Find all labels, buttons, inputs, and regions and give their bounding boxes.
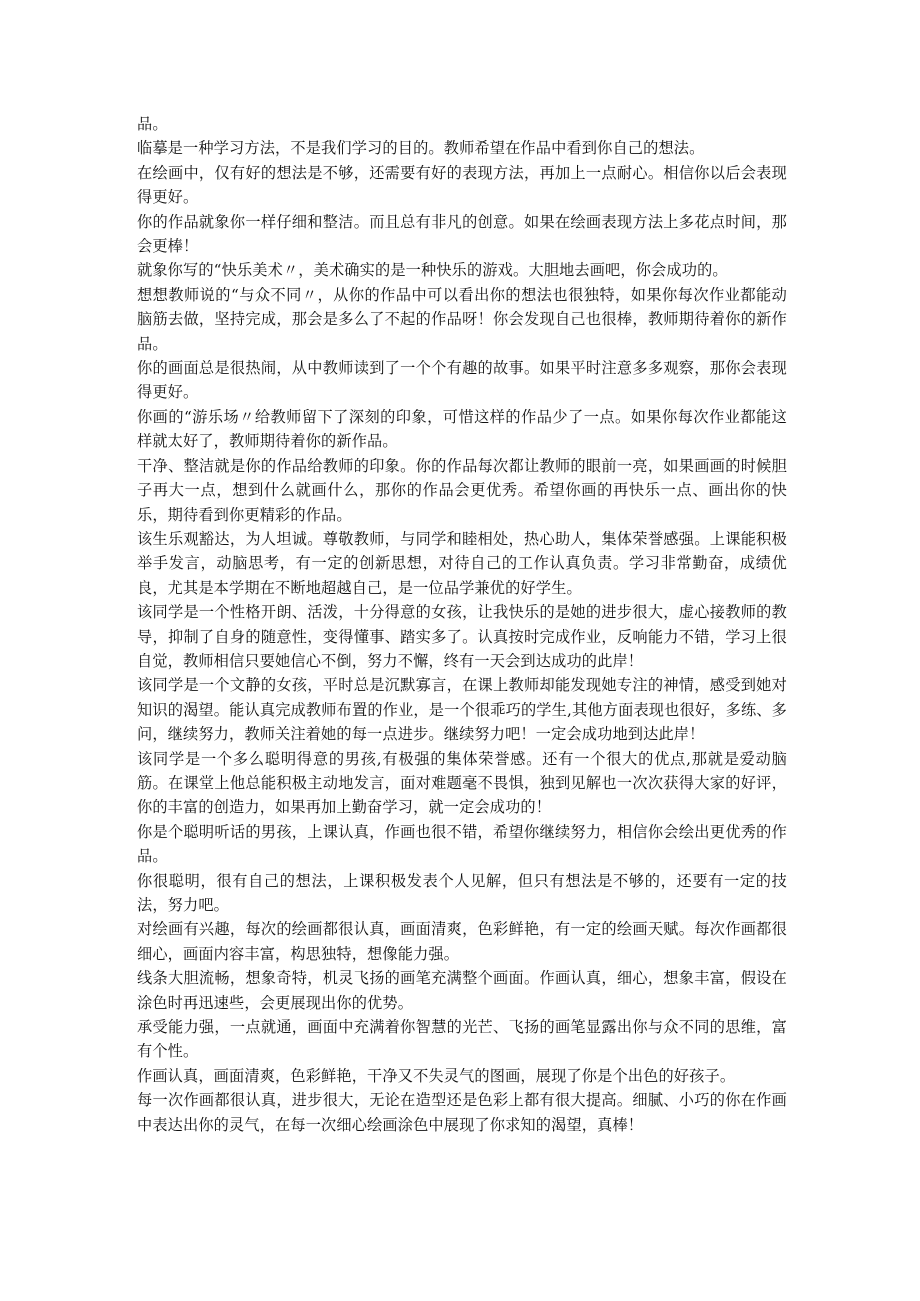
paragraph: 每一次作画都很认真，进步很大，无论在造型还是色彩上都有很大提高。细腻、小巧的你在作画中表达出你的灵气，在每一次细心绘画涂色中展现了你求知的渴望，真棒！ (137, 1091, 787, 1134)
paragraph: 想想教师说的“与众不同〃，从你的作品中可以看出你的想法也很独特，如果你每次作业都能动脑筋去做，坚持完成，那会是多么了不起的作品呀！你会发现自己也很棒，教师期待着你的新作品。 (137, 285, 787, 353)
paragraph: 该同学是一个性格开朗、活泼，十分得意的女孩，让我快乐的是她的进步很大，虚心接教师的教导，抑制了自身的随意性，变得懂事、踏实多了。认真按时完成作业，反响能力不错，学习上很自觉，教师相信只要她信心不倒，努力不懈，终有一天会到达成功的此岸！ (137, 603, 787, 670)
paragraph: 品。 (137, 115, 168, 133)
paragraph: 你的作品就象你一样仔细和整洁。而且总有非凡的创意。如果在绘画表现方法上多花点时间，那会更棒！ (137, 212, 787, 256)
paragraph: 你的画面总是很热闹，从中教师读到了一个个有趣的故事。如果平时注意多多观察，那你会表现得更好。 (137, 359, 787, 402)
paragraph: 在绘画中，仅有好的想法是不够，还需要有好的表现方法，再加上一点耐心。相信你以后会表现得更好。 (137, 163, 787, 207)
paragraph: 承受能力强，一点就通，画面中充满着你智慧的光芒、飞扬的画笔显露出你与众不同的思维，富有个性。 (137, 1018, 787, 1061)
paragraph: 临摹是一种学习方法，不是我们学习的目的。教师希望在作品中看到你自己的想法。 (137, 139, 705, 158)
paragraph: 该同学是一个文静的女孩，平时总是沉默寡言，在课上教师却能发现她专注的神情，感受到她对知识的渴望。能认真完成教师布置的作业，是一个很乖巧的学生,其他方面表现也很好，多练、多问，继续努力，教师关注着她的每一点进步。继续努力吧！一定会成功地到达此岸！ (137, 676, 787, 744)
paragraph: 干净、整洁就是你的作品给教师的印象。你的作品每次都让教师的眼前一亮，如果画画的时候胆子再大一点，想到什么就画什么，那你的作品会更优秀。希望你画的再快乐一点、画出你的快乐，期待看到你更精彩的作品。 (137, 456, 787, 524)
paragraph: 线条大胆流畅，想象奇特，机灵飞扬的画笔充满整个画面。作画认真，细心，想象丰富，假设在涂色时再迅速些，会更展现出你的优势。 (137, 969, 787, 1012)
paragraph: 对绘画有兴趣，每次的绘画都很认真，画面清爽，色彩鲜艳，有一定的绘画天赋。每次作画都很细心，画面内容丰富，构思独特，想像能力强。 (137, 920, 787, 963)
paragraph: 你画的“游乐场〃给教师留下了深刻的印象，可惜这样的作品少了一点。如果你每次作业都能这样就太好了，教师期待着你的新作品。 (137, 407, 787, 451)
paragraph: 作画认真，画面清爽，色彩鲜艳，干净又不失灵气的图画，展现了你是个出色的好孩子。 (137, 1066, 736, 1085)
document-body (137, 112, 787, 1137)
paragraph: 该同学是一个多么聪明得意的男孩,有极强的集体荣誉感。还有一个很大的优点,那就是爱动脑筋。在课堂上他总能积极主动地发言，面对难题毫不畏惧，独到见解也一次次获得大家的好评，你的丰富的创造力，如果再加上勤奋学习，就一定会成功的！ (137, 749, 787, 817)
paragraph: 你是个聪明听话的男孩，上课认真，作画也很不错，希望你继续努力，相信你会绘出更优秀的作品。 (137, 822, 787, 866)
paragraph: 就象你写的“快乐美术〃，美术确实的是一种快乐的游戏。大胆地去画吧，你会成功的。 (137, 261, 728, 280)
paragraph: 该生乐观豁达，为人坦诚。尊敬教师，与同学和睦相处，热心助人，集体荣誉感强。上课能积极举手发言，动脑思考，有一定的创新思想，对待自己的工作认真负责。学习非常勤奋，成绩优良，尤其是本学期在不断地超越自己，是一位品学兼优的好学生。 (137, 529, 787, 597)
paragraph: 你很聪明，很有自己的想法，上课积极发表个人见解，但只有想法是不够的，还要有一定的技法，努力吧。 (137, 871, 787, 914)
